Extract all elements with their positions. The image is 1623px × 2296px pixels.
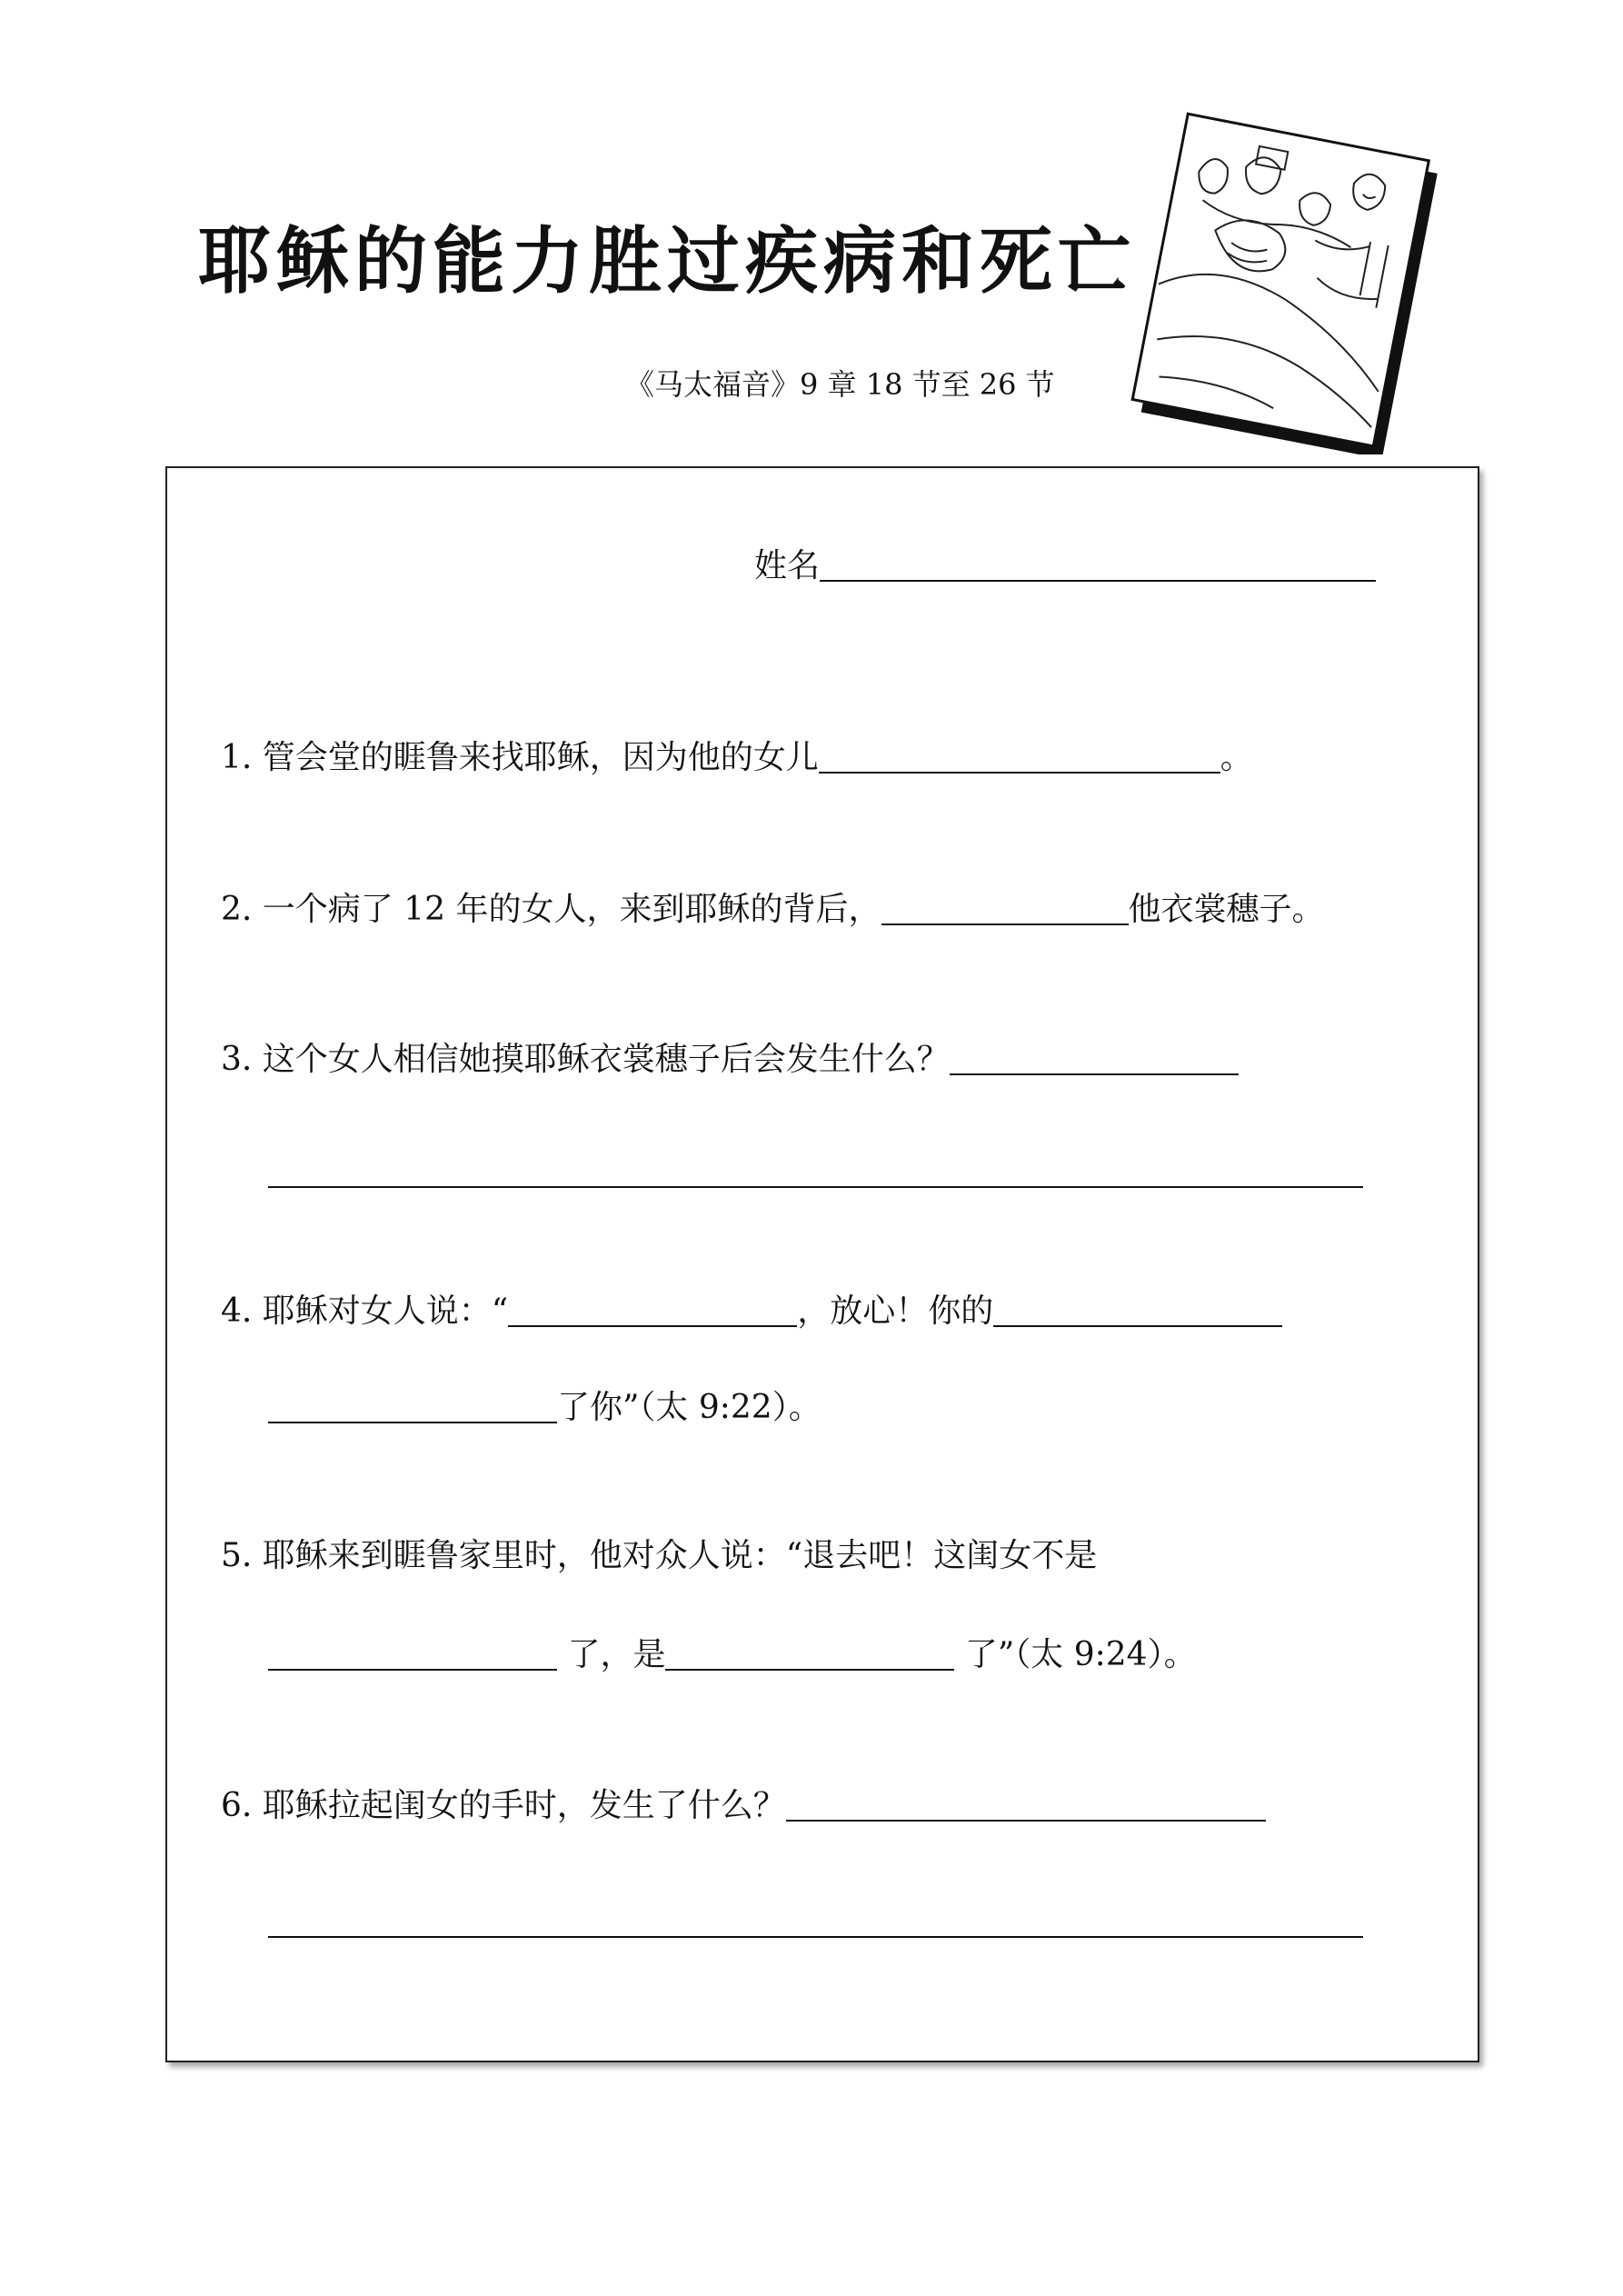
question-3-answer-line-2[interactable] (268, 1186, 1363, 1188)
question-6-text: 6. 耶稣拉起闺女的手时，发生了什么？ (221, 1787, 786, 1824)
name-input-line[interactable] (820, 547, 1376, 582)
question-5-suffix: 了”（太 9:24）。 (954, 1636, 1197, 1673)
question-4-answer-line-2[interactable] (993, 1293, 1282, 1327)
question-5-answer-line-1[interactable] (268, 1636, 557, 1671)
question-2-answer-line[interactable] (881, 891, 1129, 925)
question-2-text: 2. 一个病了 12 年的女人，来到耶稣的背后， (221, 891, 881, 928)
question-5-answer-line-2[interactable] (665, 1636, 954, 1671)
question-1-answer-line[interactable] (819, 739, 1220, 774)
question-4 (221, 1293, 1282, 1328)
jairus-daughter-bedside-drawing-icon (1127, 91, 1454, 454)
question-4-answer-line-3[interactable] (268, 1389, 557, 1423)
question-4-text: 4. 耶稣对女人说：“ (221, 1293, 509, 1330)
question-5-middle: 了，是 (557, 1636, 666, 1673)
question-3 (221, 1041, 1239, 1076)
question-5-text: 5. 耶稣来到睚鲁家里时，他对众人说：“退去吧！这闺女不是 (221, 1537, 1098, 1574)
name-label: 姓名 (754, 547, 821, 584)
question-5-line-2 (268, 1636, 1197, 1672)
question-6-answer-line[interactable] (786, 1787, 1266, 1822)
question-1-text: 1. 管会堂的睚鲁来找耶稣，因为他的女儿 (221, 739, 819, 776)
question-1-suffix: 。 (1220, 739, 1253, 776)
question-3-text: 3. 这个女人相信她摸耶稣衣裳穗子后会发生什么？ (221, 1041, 950, 1078)
question-6 (221, 1787, 1266, 1822)
question-2-suffix: 他衣裳穗子。 (1128, 891, 1325, 928)
question-4-middle: ，放心！你的 (797, 1293, 994, 1330)
question-4-suffix: 了你”（太 9:22）。 (557, 1389, 821, 1426)
question-5 (221, 1537, 1098, 1574)
question-4-line-2 (268, 1389, 821, 1424)
question-2 (221, 891, 1325, 926)
page-title: 耶稣的能力胜过疾病和死亡 (198, 219, 1136, 304)
question-4-answer-line-1[interactable] (508, 1293, 797, 1327)
question-6-answer-line-2[interactable] (268, 1936, 1363, 1938)
scripture-reference: 《马太福音》9 章 18 节至 26 节 (625, 367, 1055, 402)
question-3-answer-line[interactable] (950, 1041, 1239, 1075)
name-field-row (754, 547, 1376, 583)
question-1 (221, 739, 1253, 774)
